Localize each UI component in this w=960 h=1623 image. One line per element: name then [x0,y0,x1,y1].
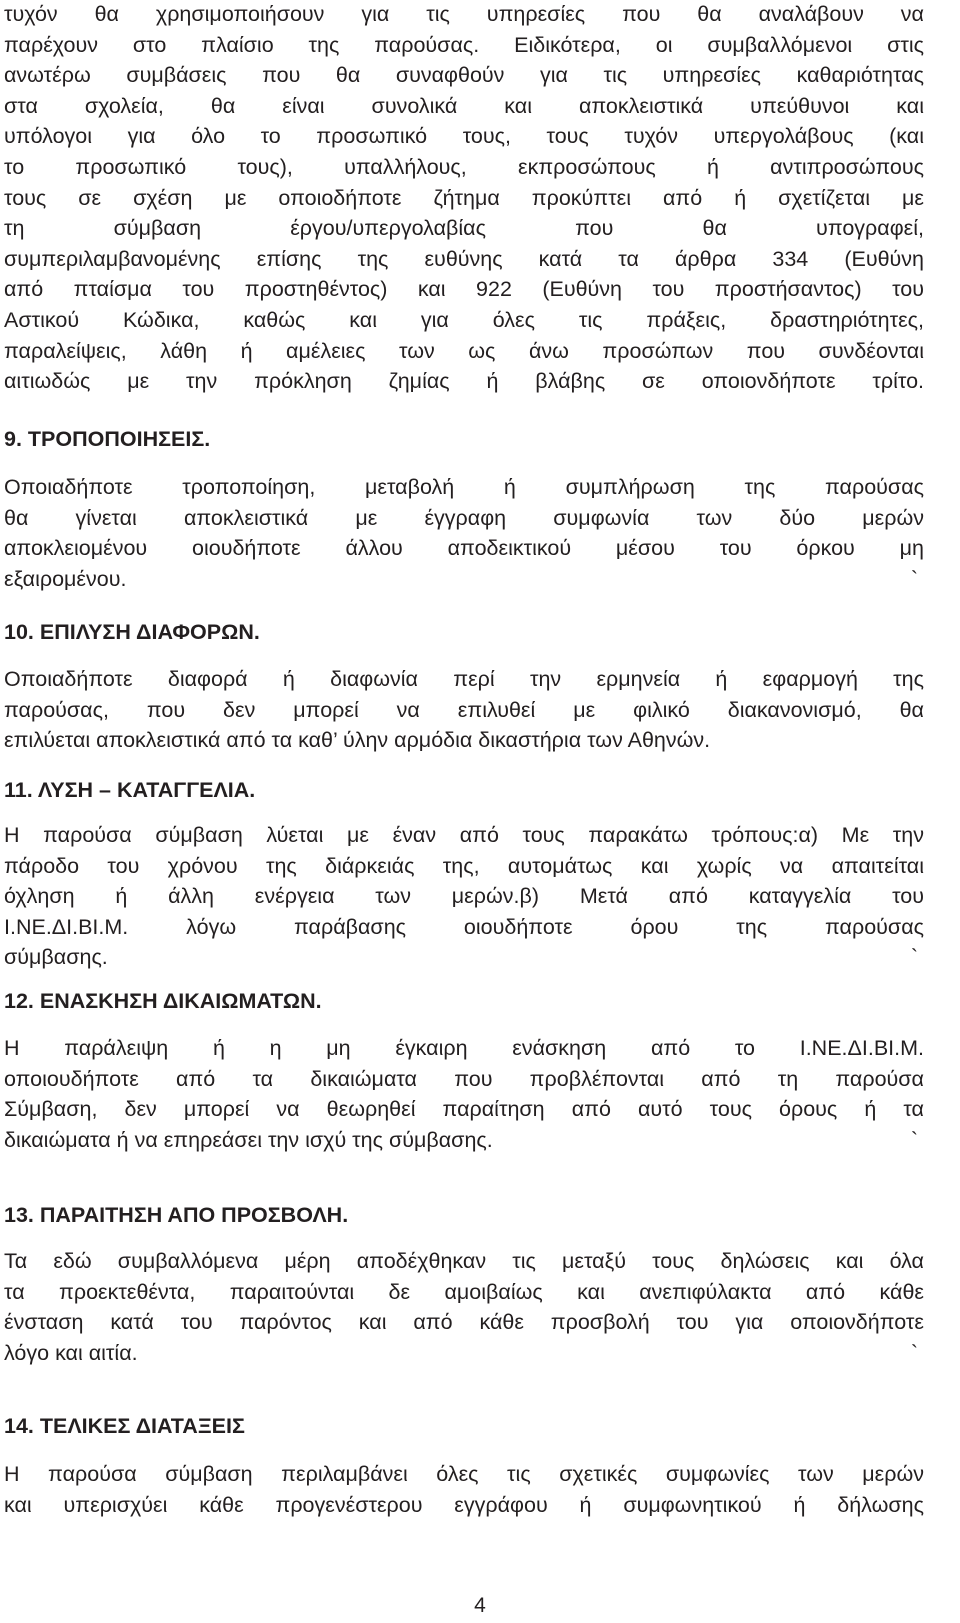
text-line: και υπερισχύει κάθε προγενέστερου εγγράφου ή συμφωνητικού ή δήλωσης [4,1492,924,1517]
section-heading-11: 11. ΛΥΣΗ – ΚΑΤΑΓΓΕΛΙΑ. [4,778,256,802]
text-line: Ι.ΝΕ.ΔΙ.ΒΙ.Μ. λόγω παράβασης οιουδήποτε όρου της παρούσας [4,914,924,939]
text-line: τυχόν θα χρησιμοποιήσουν για τις υπηρεσίες που θα αναλάβουν να [4,2,924,26]
section-heading-10: 10. ΕΠΙΛΥΣΗ ΔΙΑΦΟΡΩΝ. [4,620,260,644]
text-line: Η παρούσα σύμβαση λύεται με έναν από τους παρακάτω τρόπους:α) Με την [4,823,924,847]
text-line-content: δικαιώματα ή να επηρεάσει την ισχύ της σύμβασης. [4,1127,493,1152]
section-12-paragraph [4,1033,924,1155]
text-line: υπόλογοι για όλο το προσωπικό τους, τους τυχόν υπεργολάβους (και [4,124,924,149]
text-line: στα σχολεία, θα είναι συνολικά και αποκλειστικά υπεύθυνοι και [4,93,924,118]
text-line: Η παράλειψη ή η μη έγκαιρη ενάσκηση από το Ι.ΝΕ.ΔΙ.ΒΙ.Μ. [4,1036,924,1060]
text-line: Οποιαδήποτε τροποποίηση, μεταβολή ή συμπλήρωση της παρούσας [4,475,924,499]
stray-mark: ` [910,1127,918,1152]
text-line: τα προεκτεθέντα, παραιτούνται δε αμοιβαίως και ανεπιφύλακτα από κάθε [4,1279,924,1304]
text-line: Οποιαδήποτε διαφορά ή διαφωνία περί την ερμηνεία ή εφαρμογή της [4,667,924,691]
section-heading-12: 12. ΕΝΑΣΚΗΣΗ ΔΙΚΑΙΩΜΑΤΩΝ. [4,989,322,1013]
intro-paragraph [4,0,924,397]
text-line: από πταίσμα του προστηθέντος) και 922 (Ευθύνη του προστήσαντος) του [4,277,924,302]
text-line: αποκλειομένου οιουδήποτε άλλου αποδεικτικού μέσου του όρκου μη [4,536,924,561]
text-line: Σύμβαση, δεν μπορεί να θεωρηθεί παραίτηση από αυτό τους όρους ή τα [4,1097,924,1122]
section-9-paragraph [4,472,924,594]
text-line: Αστικού Κώδικα, καθώς και για όλες τις πράξεις, δραστηριότητες, [4,307,924,332]
text-line [4,1125,924,1156]
text-line: τους σε σχέση με οποιοδήποτε ζήτημα προκύπτει από ή σχετίζεται με [4,185,924,210]
text-line: Τα εδώ συμβαλλόμενα μέρη αποδέχθηκαν τις μεταξύ τους δηλώσεις και όλα [4,1249,924,1273]
page-number: 4 [474,1594,486,1617]
section-11-paragraph [4,820,924,973]
section-heading-14: 14. ΤΕΛΙΚΕΣ ΔΙΑΤΑΞΕΙΣ [4,1414,245,1438]
text-line-content: σύμβασης. [4,945,108,970]
text-line-content: λόγο και αιτία. [4,1340,138,1365]
section-10-paragraph [4,664,924,756]
text-line: Η παρούσα σύμβαση περιλαμβάνει όλες τις σχετικές συμφωνίες των μερών [4,1462,924,1486]
text-line: όχληση ή άλλη ενέργεια των μερών.β) Μετά από καταγγελία του [4,884,924,909]
section-heading-13: 13. ΠΑΡΑΙΤΗΣΗ ΑΠΟ ΠΡΟΣΒΟΛΗ. [4,1203,349,1227]
text-line: ένσταση κατά του παρόντος και από κάθε προσβολή του για οποιονδήποτε [4,1310,924,1335]
text-line: παρέχουν στο πλαίσιο της παρούσας. Ειδικότερα, οι συμβαλλόμενοι στις [4,32,924,57]
text-line: παρούσας, που δεν μπορεί να επιλυθεί με φιλικό διακανονισμό, θα [4,697,924,722]
stray-mark: ` [910,566,918,591]
text-line [4,564,924,595]
text-line: αιτιωδώς με την πρόκληση ζημίας ή βλάβης σε οποιονδήποτε τρίτο. [4,369,924,394]
text-line: επιλύεται αποκλειστικά από τα καθ’ ύλην αρμόδια δικαστήρια των Αθηνών. [4,728,711,753]
text-line-content: εξαιρομένου. [4,566,127,591]
text-line: τη σύμβαση έργου/υπεργολαβίας που θα υπογραφεί, [4,216,924,241]
text-line [4,1338,924,1369]
text-line: ανωτέρω συμβάσεις που θα συναφθούν για τις υπηρεσίες καθαριότητας [4,63,924,88]
text-line: παραλείψεις, λάθη ή αμέλειες των ως άνω προσώπων που συνδέονται [4,338,924,363]
text-line: πάροδο του χρόνου της διάρκειάς της, αυτομάτως και χωρίς να απαιτείται [4,853,924,878]
text-line: το προσωπικό τους), υπαλλήλους, εκπροσώπους ή αντιπροσώπους [4,154,924,179]
stray-mark: ` [910,1340,918,1365]
text-line: οποιουδήποτε από τα δικαιώματα που προβλέπονται από τη παρούσα [4,1066,924,1091]
section-14-paragraph [4,1459,924,1520]
text-line [4,942,924,973]
section-heading-9: 9. ΤΡΟΠΟΠΟΙΗΣΕΙΣ. [4,427,211,451]
text-line: θα γίνεται αποκλειστικά με έγγραφη συμφωνία των δύο μερών [4,505,924,530]
stray-mark: ` [910,945,918,970]
text-line: συμπεριλαμβανομένης επίσης της ευθύνης κατά τα άρθρα 334 (Ευθύνη [4,246,924,271]
section-13-paragraph [4,1246,924,1368]
